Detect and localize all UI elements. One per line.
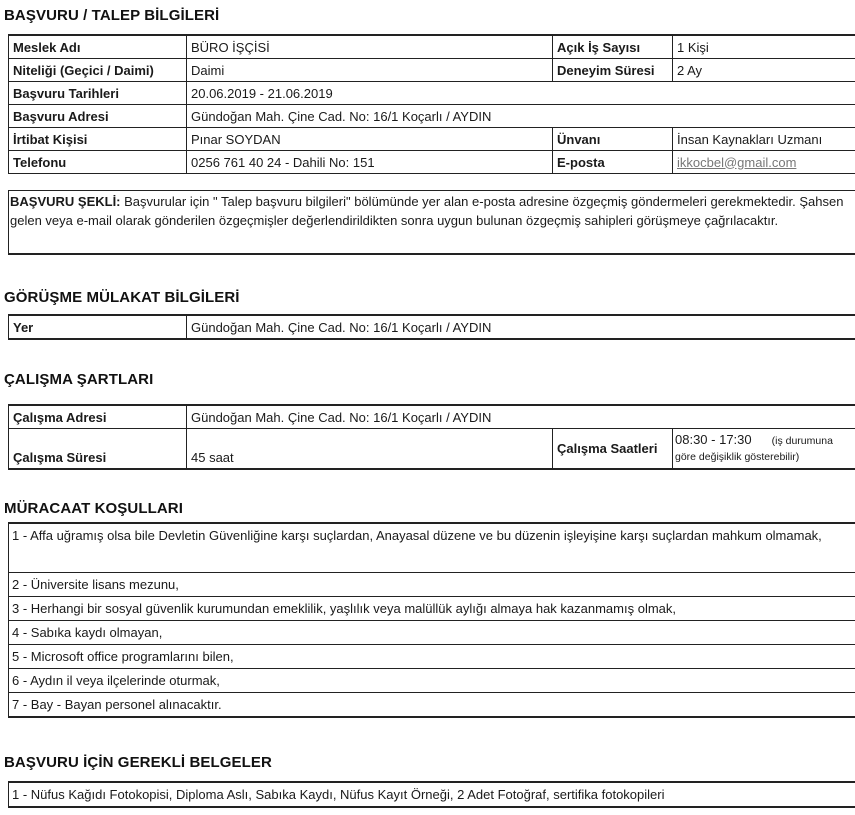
nitelik-label: Niteliği (Geçici / Daimi) — [9, 59, 187, 82]
table-row — [9, 128, 855, 151]
gorusme-table — [8, 314, 855, 340]
list-item: 2 - Üniversite lisans mezunu, — [8, 573, 855, 597]
telefon-value: 0256 761 40 24 - Dahili No: 151 — [187, 151, 553, 174]
table-row — [9, 82, 855, 105]
section-title-calisma: ÇALIŞMA ŞARTLARI — [4, 371, 154, 388]
unvan-value: İnsan Kaynakları Uzmanı — [673, 128, 855, 151]
irtibat-value: Pınar SOYDAN — [187, 128, 553, 151]
deneyim-label: Deneyim Süresi — [553, 59, 673, 82]
list-item: 6 - Aydın il veya ilçelerinde oturmak, — [8, 669, 855, 693]
acik-is-value: 1 Kişi — [673, 35, 855, 59]
section-title-muracaat: MÜRACAAT KOŞULLARI — [4, 500, 184, 517]
list-item: 1 - Affa uğramış olsa bile Devletin Güvenliğine karşı suçlardan, Anayasal düzene ve bu düzenin işleyişine karşı suçlardan mahkum olmamak, — [8, 524, 855, 573]
calisma-saat-label: Çalışma Saatleri — [553, 429, 673, 470]
table-row — [9, 429, 855, 470]
calisma-sure-value: 45 saat — [187, 429, 553, 470]
deneyim-value: 2 Ay — [673, 59, 855, 82]
calisma-saat-note2: göre değişiklik gösterebilir) — [675, 451, 800, 463]
muracaat-list — [8, 522, 855, 718]
table-row — [9, 151, 855, 174]
yer-value: Gündoğan Mah. Çine Cad. No: 16/1 Koçarlı / AYDIN — [187, 315, 855, 339]
basvuru-sekli-label: BAŞVURU ŞEKLİ: — [10, 194, 121, 209]
calisma-saat-cell — [673, 429, 855, 470]
tarih-value: 20.06.2019 - 21.06.2019 — [187, 82, 855, 105]
calisma-adres-label: Çalışma Adresi — [9, 405, 187, 429]
calisma-saat-note1: (iş durumuna — [771, 435, 833, 447]
eposta-link[interactable]: ikkocbel@gmail.com — [677, 154, 797, 170]
eposta-label: E-posta — [553, 151, 673, 174]
list-item: 7 - Bay - Bayan personel alınacaktır. — [8, 693, 855, 718]
list-item: 5 - Microsoft office programlarını bilen, — [8, 645, 855, 669]
table-row — [9, 405, 855, 429]
telefon-label: Telefonu — [9, 151, 187, 174]
basvuru-sekli-text: Başvurular için " Talep başvuru bilgileri" bölümünde yer alan e-posta adresine özgeçmiş göndermeleri gerekmektedir. Şahsen gelen veya e-mail olarak gönderilen özgeçmişler değerlendirildikten sonra uygun bulunan özgeçmiş sahipleri görüşmeye çağrılacaktır. — [10, 194, 844, 228]
section-title-basvuru: BAŞVURU / TALEP BİLGİLERİ — [4, 7, 220, 24]
section-title-belgeler: BAŞVURU İÇİN GEREKLİ BELGELER — [4, 754, 272, 771]
list-item: 3 - Herhangi bir sosyal güvenlik kurumundan emeklilik, yaşlılık veya malüllük aylığı almaya hak kazanmamış olmak, — [8, 597, 855, 621]
nitelik-value: Daimi — [187, 59, 553, 82]
table-row — [9, 35, 855, 59]
table-row — [9, 315, 855, 339]
calisma-saat-line1 — [675, 432, 853, 449]
meslek-value: BÜRO İŞÇİSİ — [187, 35, 553, 59]
unvan-label: Ünvanı — [553, 128, 673, 151]
belgeler-list — [8, 781, 855, 808]
calisma-sure-label: Çalışma Süresi — [9, 429, 187, 470]
meslek-label: Meslek Adı — [9, 35, 187, 59]
list-item: 4 - Sabıka kaydı olmayan, — [8, 621, 855, 645]
table-row — [9, 59, 855, 82]
acik-is-label: Açık İş Sayısı — [553, 35, 673, 59]
calisma-table — [8, 404, 855, 470]
table-row — [9, 105, 855, 128]
yer-label: Yer — [9, 315, 187, 339]
list-item: 1 - Nüfus Kağıdı Fotokopisi, Diploma Aslı, Sabıka Kaydı, Nüfus Kayıt Örneği, 2 Adet Fotoğraf, sertifika fotokopileri — [8, 783, 855, 808]
eposta-cell — [673, 151, 855, 174]
basvuru-table — [8, 34, 855, 174]
calisma-adres-value: Gündoğan Mah. Çine Cad. No: 16/1 Koçarlı / AYDIN — [187, 405, 855, 429]
irtibat-label: İrtibat Kişisi — [9, 128, 187, 151]
section-title-gorusme: GÖRÜŞME MÜLAKAT BİLGİLERİ — [4, 289, 240, 306]
basvuru-sekli-box — [8, 190, 855, 255]
tarih-label: Başvuru Tarihleri — [9, 82, 187, 105]
adres-label: Başvuru Adresi — [9, 105, 187, 128]
adres-value: Gündoğan Mah. Çine Cad. No: 16/1 Koçarlı / AYDIN — [187, 105, 855, 128]
calisma-saat-value: 08:30 - 17:30 — [675, 432, 752, 447]
